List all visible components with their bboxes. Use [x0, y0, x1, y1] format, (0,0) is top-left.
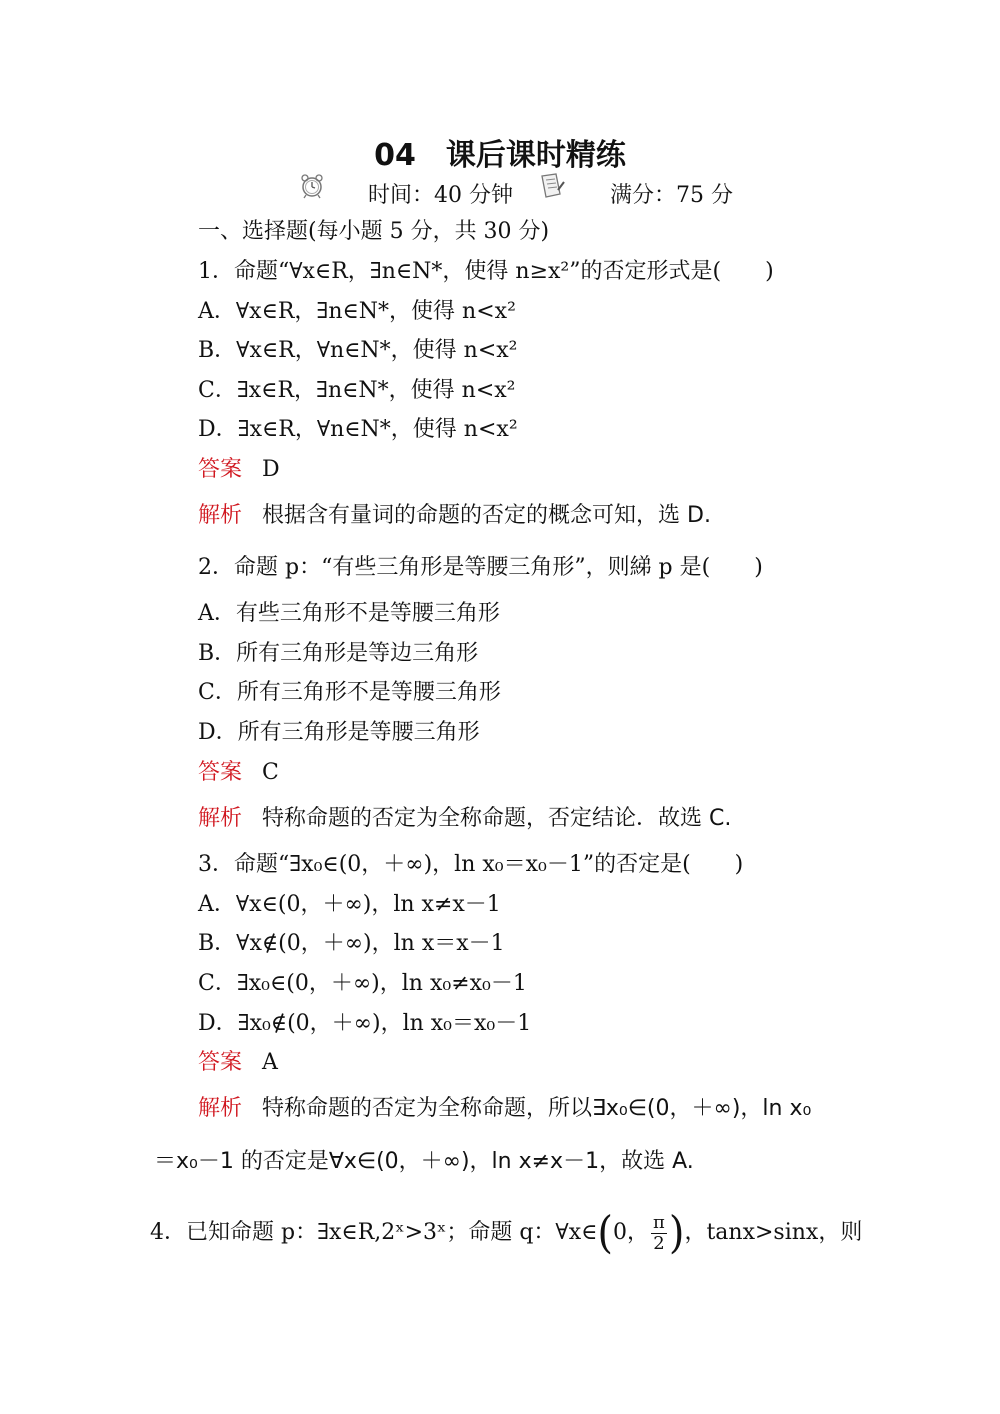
time-limit: 时间：40 分钟	[368, 183, 513, 208]
question-4-stem	[150, 1208, 862, 1258]
question-1-answer	[198, 456, 280, 484]
pi-over-two-fraction	[651, 1213, 667, 1254]
analysis-label: 解析	[198, 1096, 243, 1121]
full-score: 满分：75 分	[610, 183, 733, 208]
question-4-stem-part-1: 4．已知命题 p：∃x∈R,2ˣ>3ˣ；命题 q：∀x∈	[150, 1220, 598, 1245]
question-1-analysis	[198, 502, 711, 530]
question-1-option-a: A．∀x∈R，∃n∈N*，使得 n<x²	[198, 299, 516, 324]
question-1-stem: 1．命题“∀x∈R，∃n∈N*，使得 n≥x²”的否定形式是( )	[198, 259, 774, 284]
answer-value: C	[262, 760, 279, 785]
question-3-option-a: A．∀x∈(0，＋∞)，ln x≠x－1	[198, 892, 501, 917]
analysis-text-line-1: 特称命题的否定为全称命题，所以∃x₀∈(0，＋∞)，ln x₀	[262, 1096, 812, 1121]
alarm-clock-icon	[298, 172, 326, 200]
answer-label: 答案	[198, 760, 243, 785]
question-2-option-d: D．所有三角形是等腰三角形	[198, 720, 480, 745]
question-3-option-d: D．∃x₀∉(0，＋∞)，ln x₀＝x₀－1	[198, 1011, 532, 1036]
interval-left: 0，	[613, 1220, 649, 1245]
left-paren: (	[597, 1207, 613, 1259]
analysis-text: 根据含有量词的命题的否定的概念可知，选 D.	[262, 503, 711, 528]
question-2-stem: 2．命题 p：“有些三角形是等腰三角形”，则綈 p 是( )	[198, 555, 763, 580]
fraction-numerator: π	[653, 1211, 665, 1233]
question-3-answer	[198, 1049, 278, 1077]
fraction-denominator: 2	[653, 1232, 665, 1254]
question-4-stem-part-2: ，tanx>sinx，则	[684, 1220, 863, 1245]
question-2-answer	[198, 759, 279, 787]
question-2-option-c: C．所有三角形不是等腰三角形	[198, 680, 501, 705]
question-2-option-a: A．有些三角形不是等腰三角形	[198, 601, 500, 626]
answer-value: D	[262, 457, 280, 482]
question-1-option-c: C．∃x∈R，∃n∈N*，使得 n<x²	[198, 378, 516, 403]
analysis-label: 解析	[198, 806, 243, 831]
analysis-text: 特称命题的否定为全称命题，否定结论．故选 C.	[262, 806, 732, 831]
answer-label: 答案	[198, 1050, 243, 1075]
question-1-option-b: B．∀x∈R，∀n∈N*，使得 n<x²	[198, 338, 518, 363]
analysis-label: 解析	[198, 503, 243, 528]
answer-label: 答案	[198, 457, 243, 482]
answer-value: A	[262, 1050, 278, 1075]
section-heading: 一、选择题(每小题 5 分，共 30 分)	[198, 219, 550, 244]
exam-paper-icon	[536, 172, 566, 200]
right-paren: )	[668, 1207, 685, 1259]
question-3-stem: 3．命题“∃x₀∈(0，＋∞)，ln x₀＝x₀－1”的否定是( )	[198, 852, 744, 877]
exam-meta	[0, 178, 1000, 208]
question-3-analysis-line-2: ＝x₀－1 的否定是∀x∈(0，＋∞)，ln x≠x－1，故选 A.	[154, 1149, 694, 1174]
question-3-analysis	[198, 1095, 811, 1123]
question-2-analysis	[198, 805, 731, 833]
question-2-option-b: B．所有三角形是等边三角形	[198, 641, 479, 666]
question-3-option-b: B．∀x∉(0，＋∞)，ln x＝x－1	[198, 931, 505, 956]
page-title: 04 课后课时精练	[374, 138, 626, 173]
question-3-option-c: C．∃x₀∈(0，＋∞)，ln x₀≠x₀－1	[198, 971, 527, 996]
question-1-option-d: D．∃x∈R，∀n∈N*，使得 n<x²	[198, 417, 518, 442]
